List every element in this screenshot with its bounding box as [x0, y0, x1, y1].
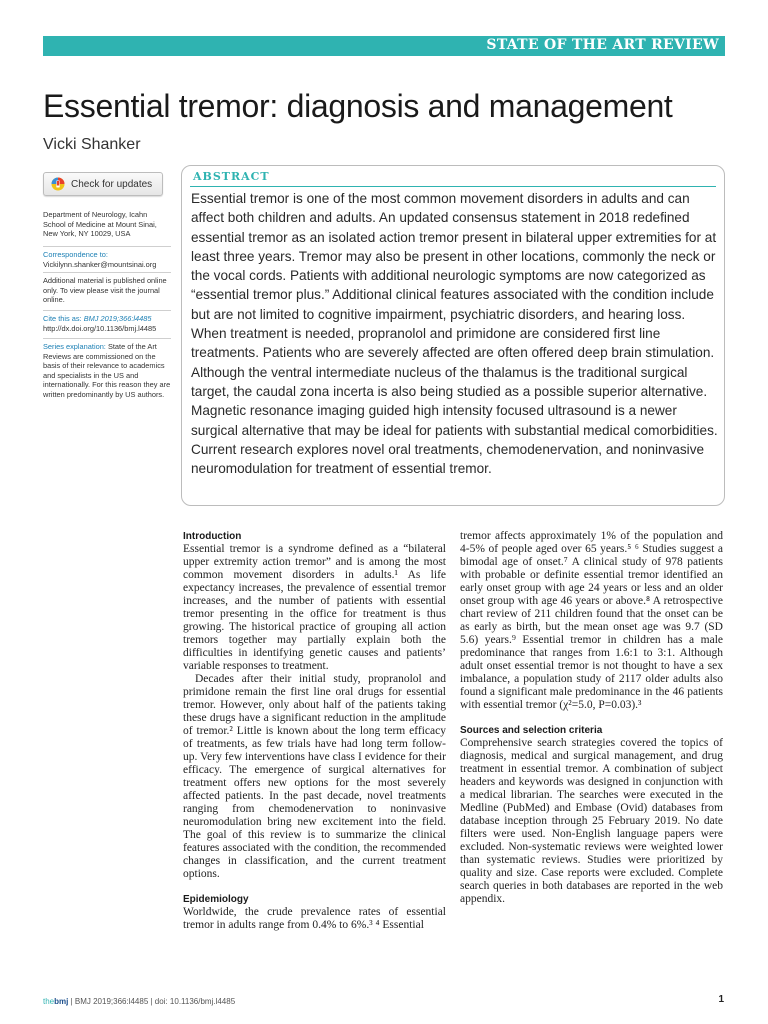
cite-label: Cite this as: — [43, 314, 82, 323]
correspondence-block — [43, 244, 171, 269]
footer-citation: | BMJ 2019;366:l4485 | doi: 10.1136/bmj.l4485 — [68, 997, 236, 1006]
additional-material-note — [43, 270, 171, 305]
divider — [43, 272, 171, 273]
divider — [43, 246, 171, 247]
cite-doi-link[interactable]: http://dx.doi.org/10.1136/bmj.l4485 — [43, 323, 157, 333]
footer-brand-prefix: the — [43, 997, 55, 1006]
section-heading-epidemiology: Epidemiology — [183, 894, 249, 905]
crossmark-icon — [51, 177, 65, 191]
body-column-right — [460, 530, 723, 906]
series-label: Series explanation: — [43, 342, 106, 351]
bmj-logo: bmj — [54, 997, 69, 1006]
cite-this-block — [43, 308, 171, 333]
article-title: Essential tremor: diagnosis and management — [43, 88, 673, 124]
cite-text: BMJ 2019;366:l4485 — [83, 314, 152, 323]
additional-material-text: Additional material is published online only. To view please visit the journal online. — [43, 276, 167, 305]
sources-paragraph-1: Comprehensive search strategies covered the topics of diagnosis, medical and surgical management, and drug treatment in essential tremor. A combination of subject headers and keywords was designed in conjunction with a medical librarian. The searches were executed in the Medline (PubMed) and Embase (Ovid) databases from database inception through 25 February 2019. No date filters were used. Non-English language papers were excluded. Non-systematic reviews were weighted lower than systematic reviews. Studies were prioritized by quality and size. Case reports were excluded. Complete search queries in both databases are reported in the web appendix. — [460, 737, 723, 905]
section-heading-introduction: Introduction — [183, 531, 242, 542]
article-author: Vicki Shanker — [43, 136, 141, 153]
abstract-text: Essential tremor is one of the most common movement disorders in adults and can affect both children and adults. An updated consensus statement in 2018 redefined essential tremor as an isolated action tremor present in bilateral upper extremities for at least three years. Tremor may also be present in other locations, commonly the neck or the vocal cords. Patients with additional neurologic symptoms are now categorized as “essential tremor plus.” Additional clinical features associated with the condition include but are not limited to cognitive impairment, psychiatric disorders, and hearing loss. When treatment is needed, propranolol and primidone are considered first line treatments. Patients who are severely affected are often offered deep brain stimulation. Although the ventral intermediate nucleus of the thalamus is the traditional surgical target, the caudal zona incerta is also being studied as a possible superior alternative. Magnetic resonance imaging guided high intensity focused ultrasound is a newer surgical alternative that may be ideal for patients with substantial medical comorbidities. Current research explores novel oral treatments, chemodenervation, and noninvasive neuromodulation for treatment of essential tremor. — [191, 191, 718, 477]
check-for-updates-label: Check for updates — [71, 178, 153, 190]
banner-label: STATE OF THE ART REVIEW — [486, 37, 719, 53]
epidemiology-paragraph-1: Worldwide, the crude prevalence rates of essential tremor in adults range from 0.4% to 6%.³ ⁴ Essential — [183, 906, 446, 931]
page-footer — [43, 997, 235, 1006]
series-explanation — [43, 336, 171, 400]
check-for-updates-button[interactable] — [43, 172, 163, 196]
section-banner — [43, 36, 725, 56]
body-column-left — [183, 530, 446, 932]
section-heading-sources: Sources and selection criteria — [460, 725, 603, 736]
divider — [43, 310, 171, 311]
series-text: State of the Art Reviews are commissioned on the basis of their relevance to academics and specialists in the US and internationally. For this reason they are written predominantly by US authors. — [43, 342, 171, 399]
intro-paragraph-2: Decades after their initial study, propranolol and primidone remain the first line oral drugs for essential tremor. However, only about half of the patients taking these drugs have a significant reduction in the amplitude of tremor.² Little is known about the long term efficacy of treatments, as few trials have had long term follow-up. Very few interventions have class I evidence for their efficacy. The emergence of surgical alternatives for treatment offers new options for the most severely affected patients. In the past decade, novel treatments ranging from chemodenervation to noninvasive neuromodulation bring new excitement into the field. The goal of this review is to summarize the clinical features associated with the condition, the recommended changes in classification, and the current treatment options. — [183, 673, 446, 880]
abstract-divider — [190, 186, 716, 187]
page-number: 1 — [718, 994, 724, 1005]
author-affiliation: Department of Neurology, Icahn School of Medicine at Mount Sinai, New York, NY 10029, USA — [43, 210, 157, 239]
epidemiology-paragraph-1-continued: tremor affects approximately 1% of the population and 4-5% of people aged over 65 years.⁵ ⁶ Studies suggest a bimodal age of onset.⁷ A clinical study of 978 patients with probable or definite essential tremor identified an early onset group with age 24 years or less and an older onset group with age 46 years or above.⁸ A retrospective chart review of 211 children found that the onset can be as early as birth, but the mean onset age was 9.7 (SD 5.6) years.⁹ Essential tremor in children has a male predominance that ranges from 1.6:1 to 3:1. Although adult onset essential tremor is not thought to have a sex imbalance, a population study of 2117 older adults also found a significant male predominance in the 46 patients with essential tremor (χ²=5.0, P=0.03).³ — [460, 530, 723, 711]
correspondence-label: Correspondence to: — [43, 250, 108, 259]
correspondence-email-link[interactable]: Vickilynn.shanker@mountsinai.org — [43, 259, 157, 269]
divider — [43, 338, 171, 339]
intro-paragraph-1: Essential tremor is a syndrome defined as a “bilateral upper extremity action tremor” and is among the most common movement disorders in adults.¹ As life expectancy increases, the prevalence of essential tremor increases, and the number of patients with essential tremor presenting in the office for treatment is thus growing. The historical practice of grouping all action tremors together may partially explain both the difficulties in identifying genetic causes and patients’ variable responses to treatment. — [183, 543, 446, 672]
abstract-heading: ABSTRACT — [193, 170, 270, 183]
